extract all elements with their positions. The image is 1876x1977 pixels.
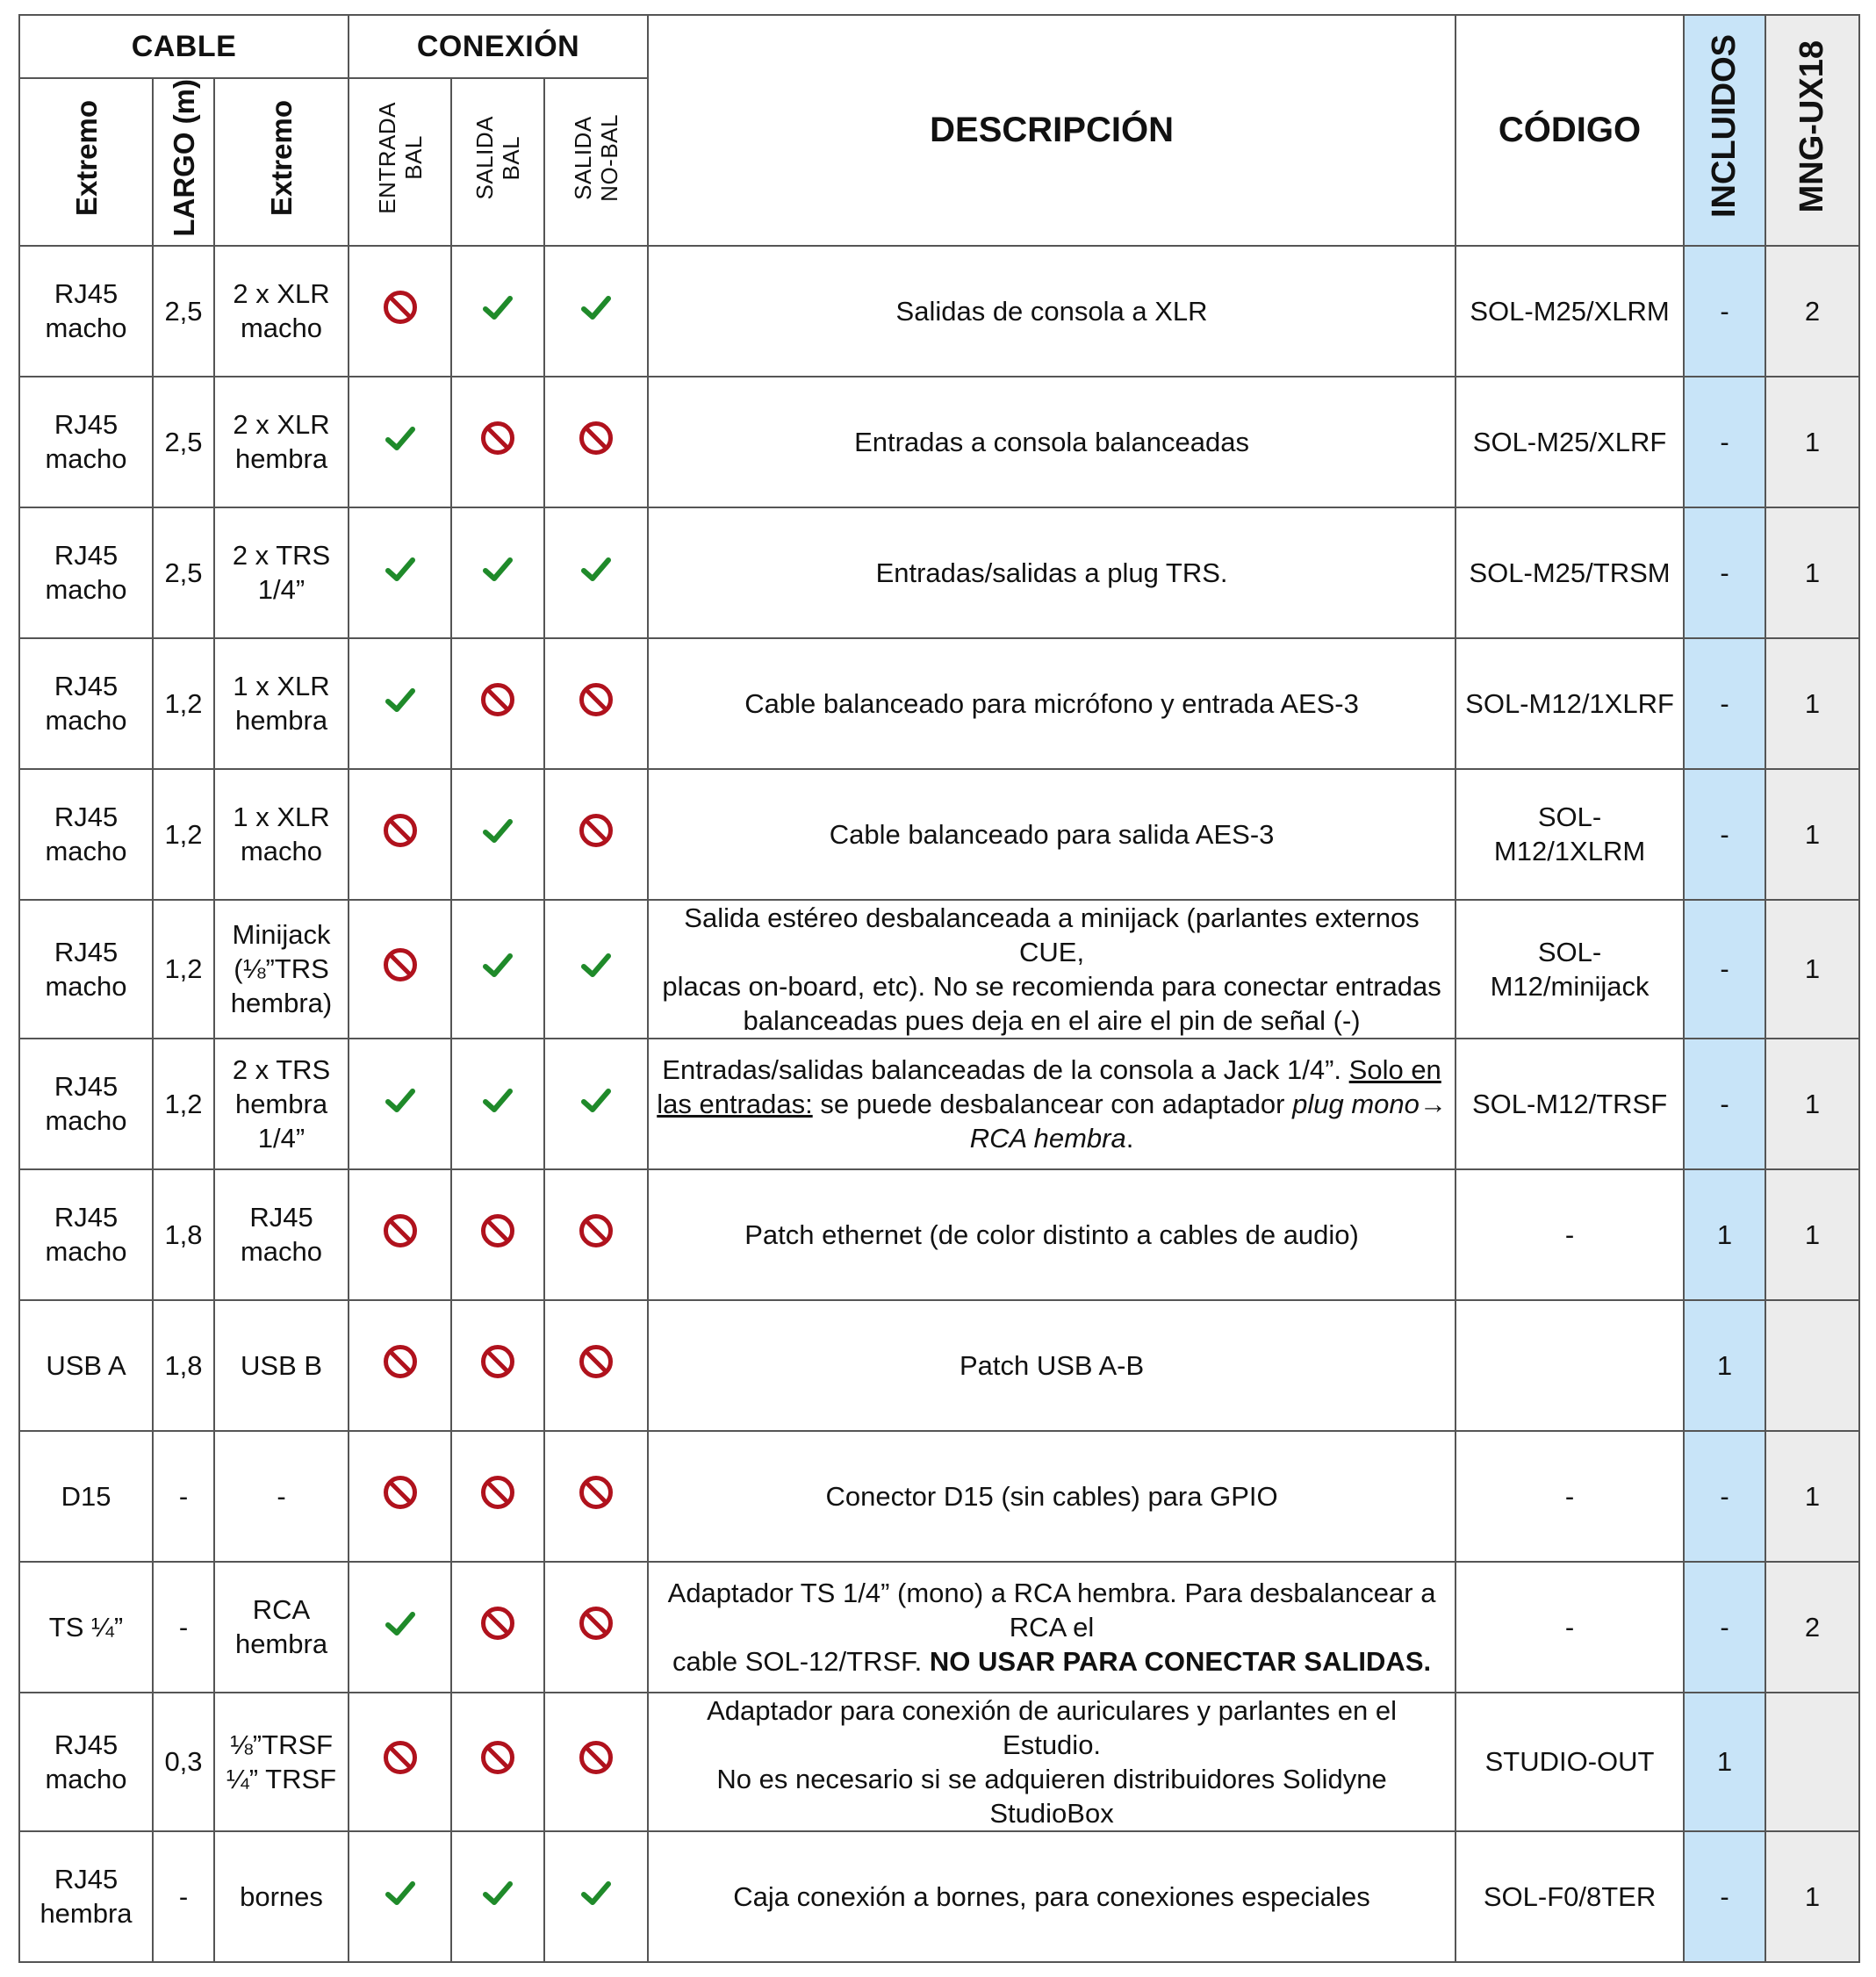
check-icon <box>483 557 513 591</box>
header-largo-cell <box>153 78 214 246</box>
mng-value: 2 <box>1804 295 1821 327</box>
header-incluidos-cell <box>1684 15 1765 246</box>
mng-value-cell <box>1765 769 1859 900</box>
header-extremo1: Extremo <box>69 99 103 216</box>
mng-value-cell <box>1765 246 1859 377</box>
incluidos-value: - <box>1720 295 1729 327</box>
extremo1-value: D15 <box>61 1480 111 1512</box>
salida-bal-cell <box>451 1431 544 1562</box>
check-icon <box>483 953 513 987</box>
mng-value-cell <box>1765 1562 1859 1693</box>
descripcion-part-p1: Adaptador TS 1/4” (mono) a RCA hembra. Para desbalancear a RCA el cable SOL-12/TRSF. <box>667 1577 1436 1677</box>
header-entrada-bal-cell <box>349 78 451 246</box>
check-icon <box>385 1611 415 1645</box>
incluidos-value-cell <box>1684 1431 1765 1562</box>
check-icon <box>581 1088 611 1122</box>
largo-value-cell <box>153 1831 214 1962</box>
salida-bal-cell <box>451 1169 544 1300</box>
check-icon <box>483 1088 513 1122</box>
salida-nobal-cell <box>544 1300 648 1431</box>
entrada-bal-cell <box>349 900 451 1039</box>
mng-value-cell <box>1765 1831 1859 1962</box>
descripcion-cell <box>648 638 1456 769</box>
table-row <box>19 1693 1859 1831</box>
extremo2-value-cell <box>214 1169 349 1300</box>
entrada-bal-cell <box>349 1562 451 1693</box>
check-icon <box>581 953 611 987</box>
prohibited-icon <box>578 681 615 726</box>
salida-nobal-cell <box>544 1562 648 1693</box>
header-mng-cell <box>1765 15 1859 246</box>
descripcion-part-p1: Entradas/salidas balanceadas de la consola a Jack 1/4”. <box>662 1053 1349 1085</box>
descripcion-value: Patch ethernet (de color distinto a cables de audio) <box>744 1219 1359 1250</box>
largo-value-cell <box>153 246 214 377</box>
descripcion-cell <box>648 1831 1456 1962</box>
incluidos-value-cell <box>1684 246 1765 377</box>
entrada-bal-cell <box>349 507 451 638</box>
largo-value-cell <box>153 1039 214 1169</box>
codigo-value-cell <box>1456 1169 1684 1300</box>
extremo2-value: 1 x XLR hembra <box>233 671 330 737</box>
codigo-value: - <box>1564 1219 1575 1250</box>
prohibited-icon <box>479 1739 516 1784</box>
extremo2-value-cell <box>214 1039 349 1169</box>
check-icon <box>385 426 415 460</box>
codigo-value-cell <box>1456 638 1684 769</box>
entrada-bal-cell <box>349 1039 451 1169</box>
descripcion-cell <box>648 1562 1456 1693</box>
prohibited-icon <box>479 1474 516 1519</box>
table-row <box>19 638 1859 769</box>
prohibited-icon <box>578 1739 615 1784</box>
descripcion-value: Salida estéreo desbalanceada a minijack (parlantes externos CUE, placas on-board, etc). No se recomienda para conectar entradas balanceadas pues deja en el aire el pin de señal (-) <box>662 902 1441 1036</box>
extremo1-value: RJ45 macho <box>45 409 127 475</box>
extremo2-value-cell <box>214 1431 349 1562</box>
prohibited-icon <box>382 289 419 334</box>
extremo1-value: RJ45 macho <box>45 1202 127 1268</box>
descripcion-value: Adaptador para conexión de auriculares y parlantes en el Estudio. No es necesario si se adquieren distribuidores Solidyne StudioBox <box>707 1694 1397 1829</box>
incluidos-value: - <box>1720 818 1729 850</box>
mng-value-cell <box>1765 1300 1859 1431</box>
codigo-value: SOL-M25/XLRM <box>1470 295 1670 327</box>
codigo-value: SOL-M25/TRSM <box>1469 557 1671 588</box>
incluidos-value-cell <box>1684 377 1765 507</box>
cable-table <box>18 14 1860 1963</box>
header-salida-nobal: SALIDA NO-BAL <box>570 113 623 202</box>
extremo1-value-cell <box>19 1039 153 1169</box>
table-row <box>19 1169 1859 1300</box>
header-descripcion: DESCRIPCIÓN <box>648 15 1456 246</box>
table-row <box>19 1039 1859 1169</box>
prohibited-icon <box>479 420 516 464</box>
incluidos-value-cell <box>1684 900 1765 1039</box>
header-incluidos: INCLUIDOS <box>1706 34 1743 219</box>
mng-value-cell <box>1765 377 1859 507</box>
table-body <box>19 246 1859 1962</box>
prohibited-icon <box>479 1605 516 1650</box>
largo-value-cell <box>153 1169 214 1300</box>
descripcion-value: Salidas de consola a XLR <box>895 295 1208 327</box>
salida-bal-cell <box>451 1831 544 1962</box>
descripcion-cell <box>648 1693 1456 1831</box>
salida-nobal-cell <box>544 246 648 377</box>
extremo1-value-cell <box>19 900 153 1039</box>
check-icon <box>385 1880 415 1915</box>
incluidos-value-cell <box>1684 1169 1765 1300</box>
mng-value-cell <box>1765 1169 1859 1300</box>
extremo1-value: RJ45 macho <box>45 540 127 606</box>
mng-value: 1 <box>1804 426 1821 457</box>
descripcion-cell <box>648 1300 1456 1431</box>
header-codigo: CÓDIGO <box>1456 15 1684 246</box>
codigo-value: SOL-M12/TRSF <box>1471 1088 1668 1119</box>
extremo2-value: 2 x TRS 1/4” <box>232 540 331 606</box>
extremo1-value: RJ45 macho <box>45 802 127 867</box>
prohibited-icon <box>578 1474 615 1519</box>
salida-nobal-cell <box>544 1431 648 1562</box>
incluidos-value-cell <box>1684 1562 1765 1693</box>
incluidos-value: - <box>1720 1480 1729 1512</box>
descripcion-value: Patch USB A-B <box>959 1349 1145 1381</box>
incluidos-value: - <box>1720 557 1729 588</box>
descripcion-value <box>657 1054 1447 1154</box>
extremo1-value-cell <box>19 1431 153 1562</box>
descripcion-value: Entradas/salidas a plug TRS. <box>875 557 1228 588</box>
codigo-value: SOL-M12/1XLRF <box>1465 687 1674 719</box>
extremo2-value: - <box>277 1480 286 1512</box>
descripcion-cell <box>648 507 1456 638</box>
table-row <box>19 1300 1859 1431</box>
mng-value: 1 <box>1804 1880 1821 1912</box>
check-icon <box>581 295 611 329</box>
extremo1-value-cell <box>19 1169 153 1300</box>
prohibited-icon <box>382 1212 419 1257</box>
salida-nobal-cell <box>544 1169 648 1300</box>
salida-nobal-cell <box>544 769 648 900</box>
largo-value-cell <box>153 1300 214 1431</box>
salida-bal-cell <box>451 377 544 507</box>
salida-nobal-cell <box>544 638 648 769</box>
largo-value: 2,5 <box>164 426 203 457</box>
extremo2-value-cell <box>214 507 349 638</box>
incluidos-value: 1 <box>1716 1219 1733 1250</box>
extremo1-value-cell <box>19 1562 153 1693</box>
codigo-value-cell <box>1456 1831 1684 1962</box>
salida-nobal-cell <box>544 1693 648 1831</box>
descripcion-cell <box>648 246 1456 377</box>
largo-value-cell <box>153 900 214 1039</box>
prohibited-icon <box>578 1605 615 1650</box>
largo-value: 1,2 <box>164 953 203 985</box>
salida-bal-cell <box>451 1300 544 1431</box>
extremo1-value-cell <box>19 638 153 769</box>
extremo2-value: ⅛”TRSF ¼” TRSF <box>226 1729 337 1794</box>
mng-value-cell <box>1765 1431 1859 1562</box>
extremo2-value-cell <box>214 1562 349 1693</box>
extremo1-value-cell <box>19 377 153 507</box>
salida-nobal-cell <box>544 1831 648 1962</box>
extremo1-value: RJ45 macho <box>45 278 127 344</box>
extremo2-value-cell <box>214 1831 349 1962</box>
largo-value: 2,5 <box>164 295 203 327</box>
extremo2-value: USB B <box>241 1349 323 1381</box>
descripcion-part-p3: se puede desbalancear con adaptador <box>812 1088 1293 1119</box>
check-icon <box>483 818 513 852</box>
largo-value-cell <box>153 377 214 507</box>
descripcion-part-p5: . <box>1125 1122 1134 1154</box>
largo-value-cell <box>153 1693 214 1831</box>
salida-nobal-cell <box>544 900 648 1039</box>
extremo2-value-cell <box>214 769 349 900</box>
extremo2-value: Minijack (⅛”TRS hembra) <box>230 919 333 1019</box>
mng-value: 1 <box>1804 953 1821 985</box>
mng-value: 1 <box>1804 1088 1821 1119</box>
descripcion-value: Caja conexión a bornes, para conexiones especiales <box>733 1880 1370 1912</box>
prohibited-icon <box>382 812 419 857</box>
mng-value-cell <box>1765 900 1859 1039</box>
extremo2-value-cell <box>214 638 349 769</box>
table-row <box>19 1831 1859 1962</box>
header-extremo1-cell <box>19 78 153 246</box>
codigo-value-cell <box>1456 1693 1684 1831</box>
extremo1-value: RJ45 macho <box>45 671 127 737</box>
incluidos-value: - <box>1720 1880 1729 1912</box>
extremo2-value-cell <box>214 900 349 1039</box>
salida-nobal-cell <box>544 507 648 638</box>
extremo1-value: USB A <box>46 1349 126 1381</box>
extremo1-value: RJ45 hembra <box>40 1864 133 1930</box>
codigo-value-cell <box>1456 900 1684 1039</box>
incluidos-value-cell <box>1684 769 1765 900</box>
largo-value: 1,8 <box>164 1349 203 1381</box>
prohibited-icon <box>479 681 516 726</box>
extremo1-value: RJ45 macho <box>45 1071 127 1137</box>
descripcion-cell <box>648 1169 1456 1300</box>
header-salida-bal: SALIDA BAL <box>471 116 525 200</box>
salida-bal-cell <box>451 507 544 638</box>
mng-value: 1 <box>1804 1480 1821 1512</box>
prohibited-icon <box>578 420 615 464</box>
extremo1-value-cell <box>19 1300 153 1431</box>
largo-value: 1,2 <box>164 818 203 850</box>
descripcion-cell <box>648 377 1456 507</box>
entrada-bal-cell <box>349 1431 451 1562</box>
extremo2-value-cell <box>214 246 349 377</box>
entrada-bal-cell <box>349 638 451 769</box>
check-icon <box>581 1880 611 1915</box>
extremo1-value: RJ45 macho <box>45 936 127 1002</box>
descripcion-value: Cable balanceado para micrófono y entrada AES-3 <box>744 687 1359 719</box>
extremo2-value: bornes <box>240 1880 323 1912</box>
largo-value-cell <box>153 507 214 638</box>
incluidos-value: - <box>1720 687 1729 719</box>
table-row <box>19 1562 1859 1693</box>
codigo-value: SOL-M12/minijack <box>1490 936 1650 1002</box>
entrada-bal-cell <box>349 246 451 377</box>
prohibited-icon <box>578 1212 615 1257</box>
descripcion-value <box>668 1578 1436 1677</box>
codigo-value-cell <box>1456 377 1684 507</box>
header-mng: MNG-UX18 <box>1793 40 1831 213</box>
entrada-bal-cell <box>349 1831 451 1962</box>
check-icon <box>483 295 513 329</box>
mng-value-cell <box>1765 1039 1859 1169</box>
header-cable: CABLE <box>19 15 349 78</box>
codigo-value: - <box>1564 1480 1575 1512</box>
descripcion-cell <box>648 769 1456 900</box>
extremo2-value-cell <box>214 1300 349 1431</box>
incluidos-value-cell <box>1684 1831 1765 1962</box>
header-largo: LARGO (m) <box>167 79 200 237</box>
prohibited-icon <box>578 1343 615 1388</box>
codigo-value: SOL-F0/8TER <box>1483 1880 1657 1912</box>
salida-bal-cell <box>451 1039 544 1169</box>
incluidos-value: - <box>1720 1611 1729 1643</box>
extremo1-value-cell <box>19 769 153 900</box>
incluidos-value: 1 <box>1716 1746 1733 1778</box>
extremo2-value: RJ45 macho <box>240 1202 323 1268</box>
header-conexion: CONEXIÓN <box>349 15 648 78</box>
salida-bal-cell <box>451 769 544 900</box>
check-icon <box>581 557 611 591</box>
codigo-value-cell <box>1456 1300 1684 1431</box>
codigo-value-cell <box>1456 1039 1684 1169</box>
entrada-bal-cell <box>349 1300 451 1431</box>
check-icon <box>385 557 415 591</box>
largo-value: - <box>178 1611 189 1643</box>
descripcion-cell <box>648 900 1456 1039</box>
descripcion-part-p4: plug mono→ RCA hembra <box>969 1088 1447 1154</box>
extremo1-value-cell <box>19 1693 153 1831</box>
header-entrada-bal: ENTRADA BAL <box>373 101 427 214</box>
extremo2-value: 1 x XLR macho <box>233 802 330 867</box>
extremo1-value-cell <box>19 246 153 377</box>
incluidos-value: 1 <box>1716 1349 1733 1381</box>
mng-value-cell <box>1765 507 1859 638</box>
incluidos-value-cell <box>1684 1693 1765 1831</box>
table-row <box>19 377 1859 507</box>
entrada-bal-cell <box>349 769 451 900</box>
codigo-value-cell <box>1456 1431 1684 1562</box>
prohibited-icon <box>382 1474 419 1519</box>
codigo-value: SOL-M25/XLRF <box>1472 426 1667 457</box>
entrada-bal-cell <box>349 377 451 507</box>
incluidos-value: - <box>1720 953 1729 985</box>
extremo2-value: 2 x XLR macho <box>233 278 330 344</box>
largo-value-cell <box>153 1431 214 1562</box>
check-icon <box>385 687 415 722</box>
salida-bal-cell <box>451 246 544 377</box>
extremo1-value: RJ45 macho <box>45 1729 127 1794</box>
descripcion-value: Conector D15 (sin cables) para GPIO <box>825 1480 1278 1512</box>
check-icon <box>483 1880 513 1915</box>
extremo1-value-cell <box>19 507 153 638</box>
prohibited-icon <box>382 1343 419 1388</box>
table-row <box>19 900 1859 1039</box>
largo-value: - <box>178 1880 189 1912</box>
mng-value-cell <box>1765 1693 1859 1831</box>
largo-value: 0,3 <box>164 1746 203 1778</box>
incluidos-value-cell <box>1684 1039 1765 1169</box>
salida-nobal-cell <box>544 1039 648 1169</box>
table-row <box>19 507 1859 638</box>
mng-value: 2 <box>1804 1611 1821 1643</box>
largo-value-cell <box>153 638 214 769</box>
largo-value: 2,5 <box>164 557 203 588</box>
descripcion-value: Cable balanceado para salida AES-3 <box>829 818 1275 850</box>
prohibited-icon <box>382 1739 419 1784</box>
mng-value: 1 <box>1804 687 1821 719</box>
mng-value: 1 <box>1804 557 1821 588</box>
codigo-value: SOL-M12/1XLRM <box>1493 802 1646 867</box>
extremo2-value-cell <box>214 377 349 507</box>
table-row <box>19 1431 1859 1562</box>
largo-value: 1,8 <box>164 1219 203 1250</box>
extremo2-value: 2 x XLR hembra <box>233 409 330 475</box>
descripcion-cell <box>648 1039 1456 1169</box>
incluidos-value: - <box>1720 426 1729 457</box>
extremo1-value: TS ¼” <box>48 1611 124 1643</box>
prohibited-icon <box>578 812 615 857</box>
extremo2-value: 2 x TRS hembra 1/4” <box>232 1053 331 1154</box>
largo-value: - <box>178 1480 189 1512</box>
incluidos-value-cell <box>1684 1300 1765 1431</box>
salida-nobal-cell <box>544 377 648 507</box>
codigo-value-cell <box>1456 769 1684 900</box>
incluidos-value-cell <box>1684 638 1765 769</box>
check-icon <box>385 1088 415 1122</box>
descripcion-part-p2: Solo en las entradas: <box>657 1053 1441 1119</box>
codigo-value: STUDIO-OUT <box>1484 1746 1655 1778</box>
codigo-value-cell <box>1456 507 1684 638</box>
header-extremo2: Extremo <box>265 99 298 216</box>
extremo2-value: RCA hembra <box>234 1594 328 1660</box>
descripcion-part-p2: NO USAR PARA CONECTAR SALIDAS. <box>929 1645 1432 1677</box>
entrada-bal-cell <box>349 1693 451 1831</box>
codigo-value-cell <box>1456 246 1684 377</box>
mng-value-cell <box>1765 638 1859 769</box>
codigo-value: - <box>1564 1611 1575 1643</box>
extremo2-value-cell <box>214 1693 349 1831</box>
largo-value: 1,2 <box>164 687 203 719</box>
salida-bal-cell <box>451 638 544 769</box>
header-salida-bal-cell <box>451 78 544 246</box>
entrada-bal-cell <box>349 1169 451 1300</box>
mng-value: 1 <box>1804 1219 1821 1250</box>
prohibited-icon <box>382 946 419 991</box>
codigo-value-cell <box>1456 1562 1684 1693</box>
prohibited-icon <box>479 1212 516 1257</box>
incluidos-value-cell <box>1684 507 1765 638</box>
table-row <box>19 246 1859 377</box>
header-extremo2-cell <box>214 78 349 246</box>
salida-bal-cell <box>451 1693 544 1831</box>
descripcion-value: Entradas a consola balanceadas <box>854 426 1249 457</box>
prohibited-icon <box>479 1343 516 1388</box>
table-row <box>19 769 1859 900</box>
mng-value: 1 <box>1804 818 1821 850</box>
extremo1-value-cell <box>19 1831 153 1962</box>
largo-value-cell <box>153 769 214 900</box>
header-salida-nobal-cell <box>544 78 648 246</box>
descripcion-cell <box>648 1431 1456 1562</box>
incluidos-value: - <box>1720 1088 1729 1119</box>
salida-bal-cell <box>451 1562 544 1693</box>
salida-bal-cell <box>451 900 544 1039</box>
largo-value: 1,2 <box>164 1088 203 1119</box>
largo-value-cell <box>153 1562 214 1693</box>
